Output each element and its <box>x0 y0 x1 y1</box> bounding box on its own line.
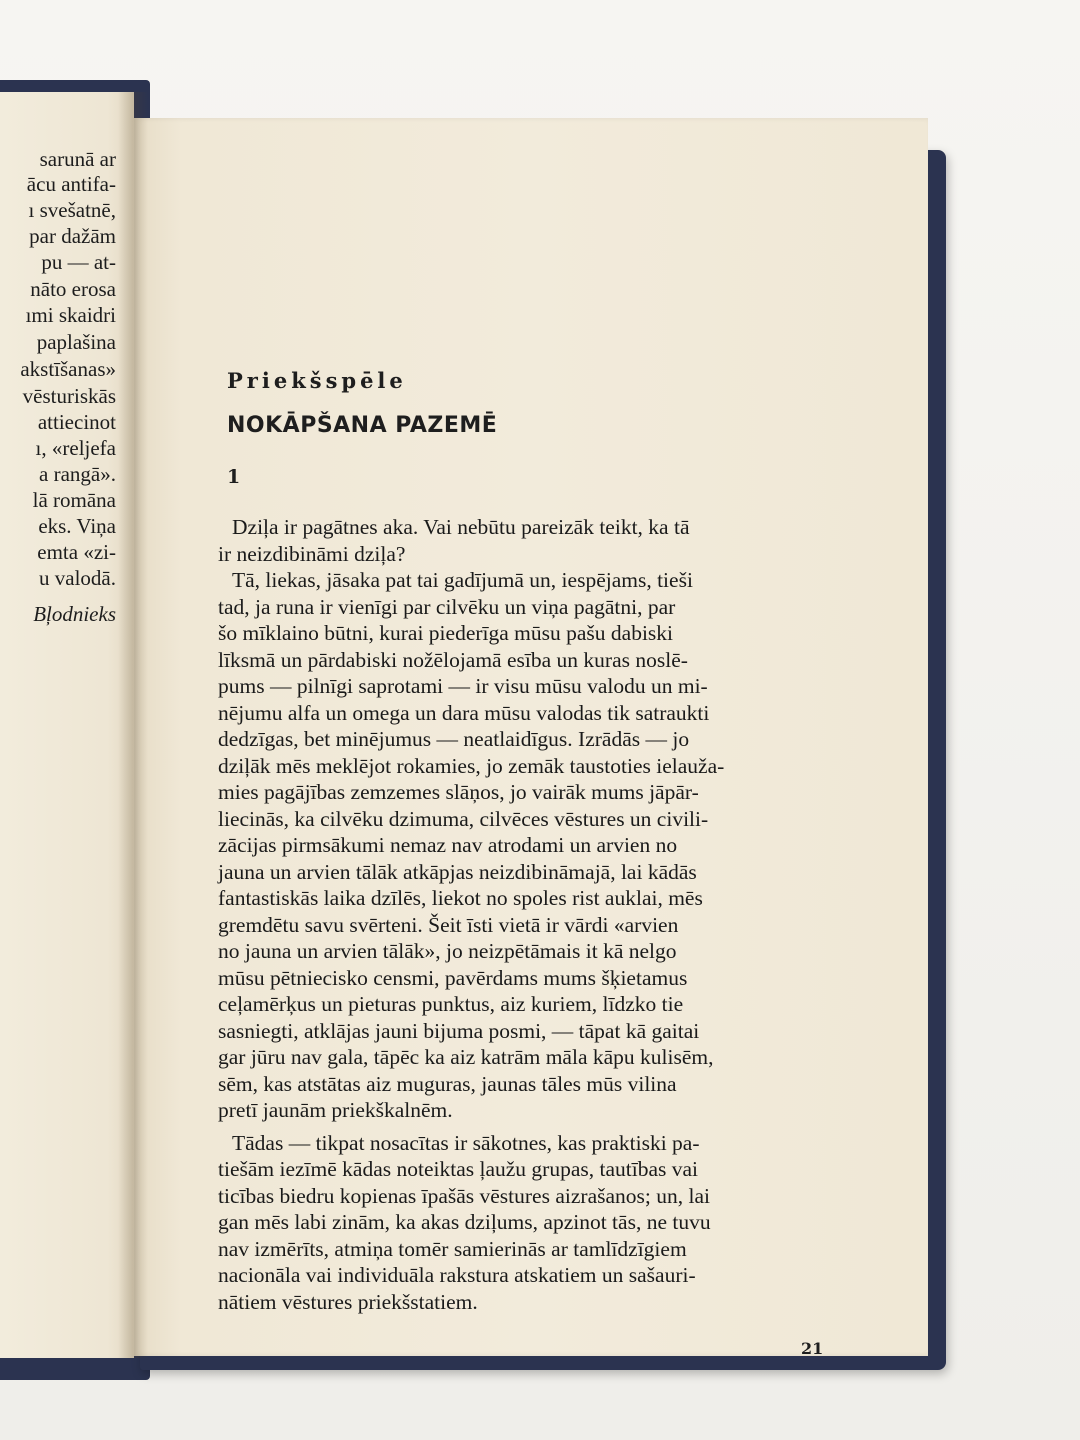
left-page-line: akstīšanas» <box>20 357 116 381</box>
text-line: šo mīklaino būtni, kurai piederīga mūsu pašu dabiski <box>218 621 674 645</box>
text-line: Dziļa ir pagātnes aka. Vai nebūtu pareizāk teikt, ka tā <box>232 515 690 539</box>
left-page-line: ācu antifa- <box>26 172 116 196</box>
text-line: gremdētu savu svērteni. Šeit īsti vietā ir vārdi «arvien <box>218 912 679 937</box>
text-line: nējumu alfa un omega un dara mūsu valodas tik satraukti <box>218 700 710 725</box>
text-line: mies pagājības zemzemes slāņos, jo vairāk mums jāpār- <box>218 780 699 804</box>
text-line: pums — pilnīgi saprotami — ir visu mūsu valodu un mi- <box>218 674 708 698</box>
text-line: ir neizdibināmi dziļa? <box>218 541 406 566</box>
text-line: liecinās, ka cilvēku dzimuma, cilvēces vēstures un civili- <box>218 806 709 831</box>
text-line: gan mēs labi zinām, ka akas dziļums, apzinot tās, ne tuvu <box>218 1210 711 1234</box>
left-page <box>0 92 134 1358</box>
text-line: jauna un arvien tālāk atkāpjas neizdibināmajā, lai kādās <box>218 859 697 884</box>
left-page-line: attiecinot <box>37 410 116 434</box>
page-number: 21 <box>801 1339 824 1356</box>
left-page-line: ımi skaidri <box>25 303 116 327</box>
text-line: ceļamērķus un pieturas punktus, aiz kuriem, līdzko tie <box>218 992 684 1016</box>
left-page-line: lā romāna <box>32 488 116 512</box>
text-line: tiešām iezīmē kādas noteiktas ļaužu grupas, tautības vai <box>218 1157 699 1181</box>
text-line: fantastiskās laika dzīlēs, liekot no spoles rist auklai, mēs <box>218 886 703 910</box>
text-line: līksmā un pārdabiski nožēlojamā esība un kuras noslē- <box>218 647 688 672</box>
left-page-line: emta «zi- <box>37 540 116 564</box>
text-line: nacionāla vai individuāla rakstura atskatiem un sašauri- <box>218 1263 696 1287</box>
left-page-line: a rangā». <box>39 462 116 486</box>
section-number: 1 <box>227 466 241 488</box>
right-page <box>134 118 928 1356</box>
text-line: sasniegti, atklājas jauni bijuma posmi, — tāpat kā gaitai <box>218 1018 700 1043</box>
text-line: no jauna un arvien tālāk», jo neizpētāmais it kā nelgo <box>218 939 677 963</box>
left-page-line: pu — at- <box>41 250 116 274</box>
left-page-line: par dažām <box>29 224 116 248</box>
left-page-line: vēsturiskās <box>22 384 116 408</box>
left-page-signature: Bļodnieks <box>33 602 116 626</box>
text-line: nātiem vēstures priekšstatiem. <box>218 1289 478 1314</box>
text-line: gar jūru nav gala, tāpēc ka aiz katrām māla kāpu kulisēm, <box>218 1045 714 1069</box>
text-line: mūsu pētnieciskо censmi, pavērdams mums šķietamus <box>218 965 688 990</box>
text-line: pretī jaunām priekškalnēm. <box>218 1098 453 1122</box>
chapter-title: NOKĀPŠANA PAZEMĒ <box>227 413 498 438</box>
left-page-line: sarunā ar <box>39 147 116 171</box>
left-page-line: nāto erosa <box>30 277 116 301</box>
left-page-line: eks. Viņa <box>38 514 116 538</box>
chapter-label: Priekšspēle <box>227 368 407 393</box>
text-line: dedzīgas, bet minējumus — neatlaidīgus. Izrādās — jo <box>218 727 690 751</box>
left-page-line: ı, «reljefa <box>35 436 116 460</box>
left-page-line: ı svešatnē, <box>28 198 116 222</box>
text-line: sēm, kas atstātas aiz muguras, jaunas tāles mūs vilina <box>218 1071 677 1096</box>
text-line: tad, ja runa ir vienīgi par cilvēku un viņa pagātni, par <box>218 594 676 619</box>
text-line: Tā, liekas, jāsaka pat tai gadījumā un, iespējams, tieši <box>232 568 693 592</box>
text-line: Tādas — tikpat nosacītas ir sākotnes, kas praktiski pa- <box>232 1130 700 1155</box>
text-line: zācijas pirmsākumi nemaz nav atrodami un arvien no <box>218 833 678 857</box>
book-gutter <box>118 92 148 1358</box>
left-page-line: u valodā. <box>39 566 116 590</box>
text-line: ticības biedru kopienas īpašās vēstures aizrašanos; un, lai <box>218 1183 710 1208</box>
text-line: dziļāk mēs meklējot rokamies, jo zemāk taustoties ielauža- <box>218 753 725 778</box>
left-page-line: paplašina <box>36 330 116 354</box>
text-line: nav izmērīts, atmiņa tomēr samierinās ar tamlīdzīgiem <box>218 1236 687 1261</box>
